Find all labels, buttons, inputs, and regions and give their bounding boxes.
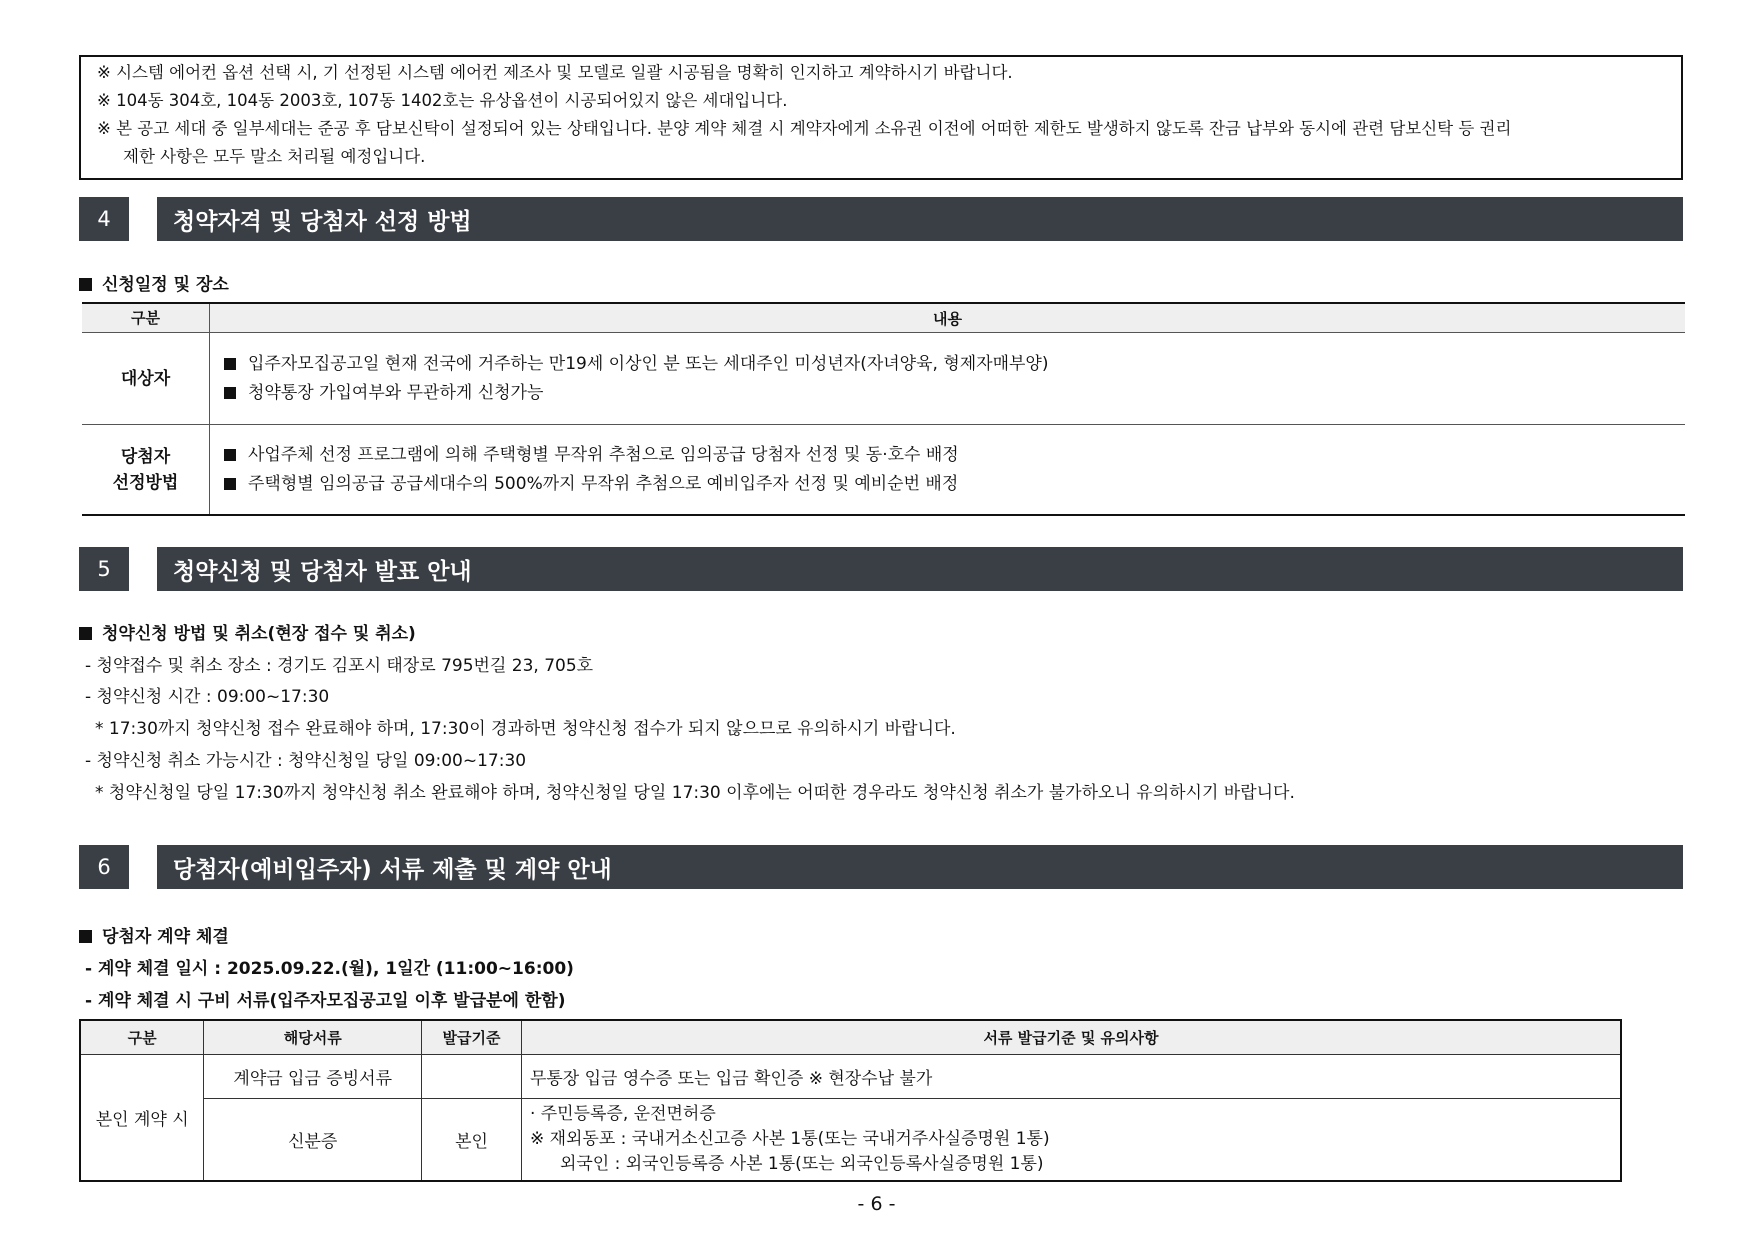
- row-label: 대상자: [82, 333, 210, 424]
- document-notes: 무통장 입금 영수증 또는 입금 확인증 ※ 현장수납 불가: [521, 1054, 1621, 1098]
- list-item: 입주자모집공고일 현재 전국에 거주하는 만19세 이상인 분 또는 세대주인 미성년자(자녀양육, 형제자매부양): [224, 350, 1685, 379]
- table-header-cell: 구분: [82, 304, 210, 332]
- table-header-cell: 서류 발급기준 및 유의사항: [521, 1020, 1621, 1054]
- table-header-cell: 해당서류: [204, 1020, 422, 1054]
- applicant-table: [82, 302, 1685, 516]
- row-label: 당첨자 선정방법: [82, 425, 210, 514]
- section-6-title: 당첨자(예비입주자) 서류 제출 및 계약 안내: [157, 845, 1683, 889]
- notice-box: [79, 55, 1683, 180]
- contract-documents-table: [79, 1019, 1622, 1182]
- notice-line: ※ 104동 304호, 104동 2003호, 107동 1402호는 유상옵션이 시공되어있지 않은 세대입니다.: [97, 91, 788, 110]
- list-item: 사업주체 선정 프로그램에 의해 주택형별 무작위 추첨으로 임의공급 당첨자 선정 및 동·호수 배정: [224, 441, 1685, 470]
- text-line: * 청약신청일 당일 17:30까지 청약신청 취소 완료해야 하며, 청약신청일 당일 17:30 이후에는 어떠한 경우라도 청약신청 취소가 불가하오니 유의하시기 바랍니다.: [95, 783, 1295, 803]
- table-row: [82, 425, 1685, 514]
- text-line: - 청약접수 및 취소 장소 : 경기도 김포시 태장로 795번길 23, 705호: [85, 656, 594, 676]
- square-bullet-icon: [79, 627, 92, 640]
- document-name: 신분증: [204, 1098, 422, 1181]
- table-header-row: [80, 1020, 1621, 1054]
- table-row: [80, 1054, 1621, 1098]
- list-item: 주택형별 임의공급 공급세대수의 500%까지 무작위 추첨으로 예비입주자 선정 및 예비순번 배정: [224, 470, 1685, 499]
- section-4-number: 4: [79, 197, 129, 241]
- table-header-row: [82, 304, 1685, 333]
- square-bullet-icon: [79, 930, 92, 943]
- table-row: [80, 1098, 1621, 1181]
- section-4-subtitle: 신청일정 및 장소: [79, 270, 229, 295]
- table-header-cell: 내용: [933, 309, 962, 328]
- square-bullet-icon: [224, 478, 236, 490]
- group-label: 본인 계약 시: [80, 1054, 204, 1181]
- table-row: [82, 333, 1685, 425]
- square-bullet-icon: [224, 387, 236, 399]
- square-bullet-icon: [79, 278, 92, 291]
- notice-line: ※ 시스템 에어컨 옵션 선택 시, 기 선정된 시스템 에어컨 제조사 및 모델로 일괄 시공됨을 명확히 인지하고 계약하시기 바랍니다.: [97, 63, 1013, 82]
- section-4-title: 청약자격 및 당첨자 선정 방법: [157, 197, 1683, 241]
- text-line: - 청약신청 취소 가능시간 : 청약신청일 당일 09:00~17:30: [85, 751, 527, 771]
- section-6-subtitle: 당첨자 계약 체결: [79, 922, 229, 947]
- issue-basis: [422, 1054, 522, 1098]
- section-5-number: 5: [79, 547, 129, 591]
- section-5-title: 청약신청 및 당첨자 발표 안내: [157, 547, 1683, 591]
- square-bullet-icon: [224, 449, 236, 461]
- document-name: 계약금 입금 증빙서류: [204, 1054, 422, 1098]
- text-line: - 청약신청 시간 : 09:00~17:30: [85, 687, 330, 707]
- square-bullet-icon: [224, 358, 236, 370]
- text-line: - 계약 체결 시 구비 서류(입주자모집공고일 이후 발급분에 한함): [85, 991, 566, 1011]
- table-header-cell: 발급기준: [422, 1020, 522, 1054]
- notice-line: ※ 본 공고 세대 중 일부세대는 준공 후 담보신탁이 설정되어 있는 상태입니다. 분양 계약 체결 시 계약자에게 소유권 이전에 어떠한 제한도 발생하지 않도록 잔금 납부와 동시에 관련 담보신탁 등 권리: [97, 119, 1512, 138]
- section-6-number: 6: [79, 845, 129, 889]
- section-5-subtitle: 청약신청 방법 및 취소(현장 접수 및 취소): [79, 619, 416, 644]
- text-line: - 계약 체결 일시 : 2025.09.22.(월), 1일간 (11:00~16:00): [85, 959, 574, 979]
- table-header-cell: 구분: [80, 1020, 204, 1054]
- document-notes: · 주민등록증, 운전면허증 ※ 재외동포 : 국내거소신고증 사본 1통(또는 국내거주사실증명원 1통) 외국인 : 외국인등록증 사본 1통(또는 외국인등록사실증명원 1통): [521, 1098, 1621, 1181]
- page-number: - 6 -: [857, 1193, 896, 1215]
- notice-line: 제한 사항은 모두 말소 처리될 예정입니다.: [123, 147, 426, 166]
- list-item: 청약통장 가입여부와 무관하게 신청가능: [224, 379, 1685, 408]
- issue-basis: 본인: [422, 1098, 522, 1181]
- text-line: * 17:30까지 청약신청 접수 완료해야 하며, 17:30이 경과하면 청약신청 접수가 되지 않으므로 유의하시기 바랍니다.: [95, 719, 956, 739]
